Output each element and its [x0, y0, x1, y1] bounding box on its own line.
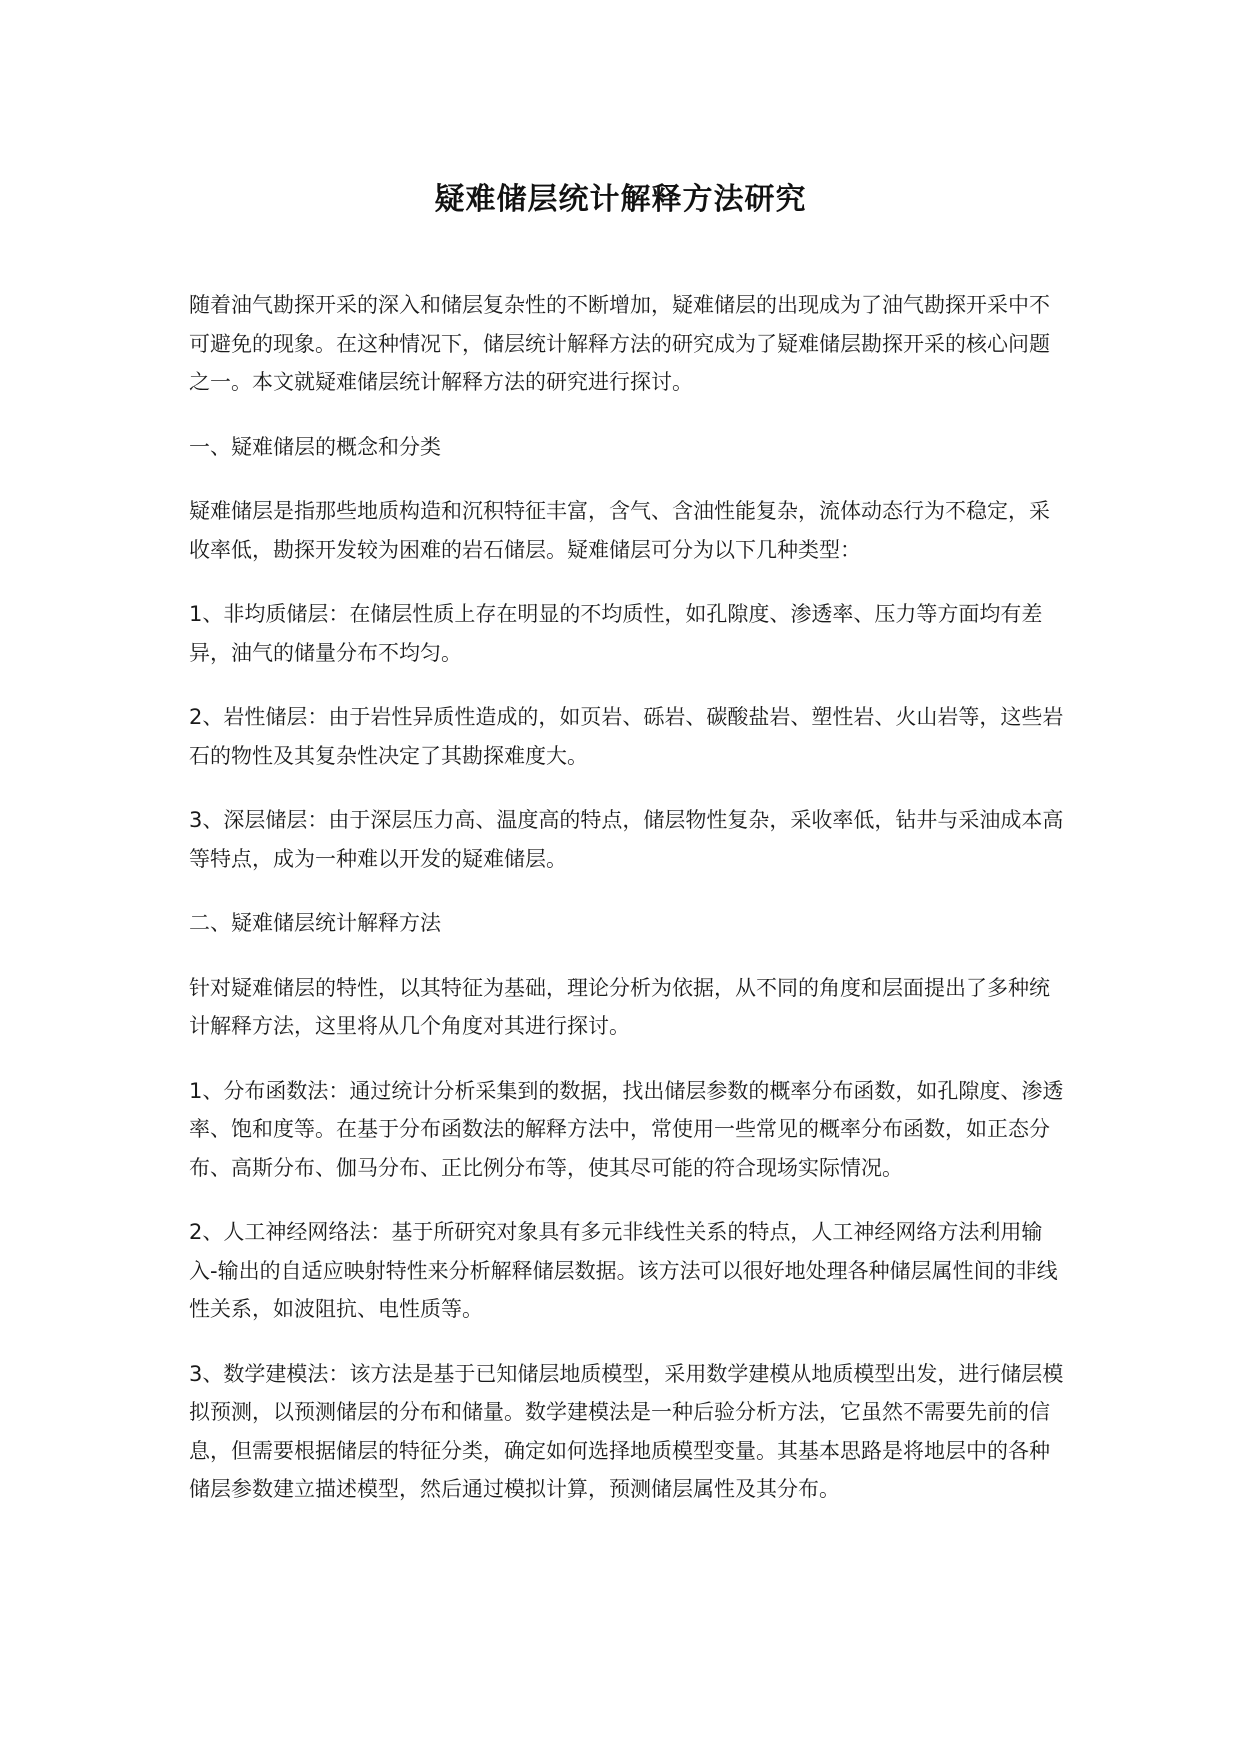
list-item: 2、人工神经网络法：基于所研究对象具有多元非线性关系的特点，人工神经网络方法利用输入-输出的自适应映射特性来分析解释储层数据。该方法可以很好地处理各种储层属性间的非线性关系，如波阻抗、电性质等。	[189, 1220, 1058, 1321]
document-body	[189, 286, 1069, 1535]
list-item: 3、深层储层：由于深层压力高、温度高的特点，储层物性复杂，采收率低，钻井与采油成本高等特点，成为一种难以开发的疑难储层。	[189, 808, 1064, 871]
list-item: 1、非均质储层：在储层性质上存在明显的不均质性，如孔隙度、渗透率、压力等方面均有差异，油气的储量分布不均匀。	[189, 602, 1043, 665]
list-item: 3、数学建模法：该方法是基于已知储层地质模型，采用数学建模从地质模型出发，进行储层模拟预测，以预测储层的分布和储量。数学建模法是一种后验分析方法，它虽然不需要先前的信息，但需要根据储层的特征分类，确定如何选择地质模型变量。其基本思路是将地层中的各种储层参数建立描述模型，然后通过模拟计算，预测储层属性及其分布。	[189, 1361, 1064, 1501]
list-item: 1、分布函数法：通过统计分析采集到的数据，找出储层参数的概率分布函数，如孔隙度、渗透率、饱和度等。在基于分布函数法的解释方法中，常使用一些常见的概率分布函数，如正态分布、高斯分布、伽马分布、正比例分布等，使其尽可能的符合现场实际情况。	[189, 1078, 1064, 1180]
intro-paragraph: 随着油气勘探开采的深入和储层复杂性的不断增加，疑难储层的出现成为了油气勘探开采中不可避免的现象。在这种情况下，储层统计解释方法的研究成为了疑难储层勘探开采的核心问题之一。本文就疑难储层统计解释方法的研究进行探讨。	[189, 293, 1050, 394]
section-1-paragraph: 疑难储层是指那些地质构造和沉积特征丰富，含气、含油性能复杂，流体动态行为不稳定，采收率低，勘探开发较为困难的岩石储层。疑难储层可分为以下几种类型：	[189, 499, 1050, 562]
list-item: 2、岩性储层：由于岩性异质性造成的，如页岩、砾岩、碳酸盐岩、塑性岩、火山岩等，这些岩石的物性及其复杂性决定了其勘探难度大。	[189, 705, 1064, 768]
section-heading-2: 二、疑难储层统计解释方法	[189, 911, 441, 935]
section-heading-1: 一、疑难储层的概念和分类	[189, 434, 441, 459]
section-2-paragraph: 针对疑难储层的特性，以其特征为基础，理论分析为依据，从不同的角度和层面提出了多种统计解释方法，这里将从几个角度对其进行探讨。	[189, 975, 1050, 1038]
document-title: 疑难储层统计解释方法研究	[434, 182, 807, 217]
